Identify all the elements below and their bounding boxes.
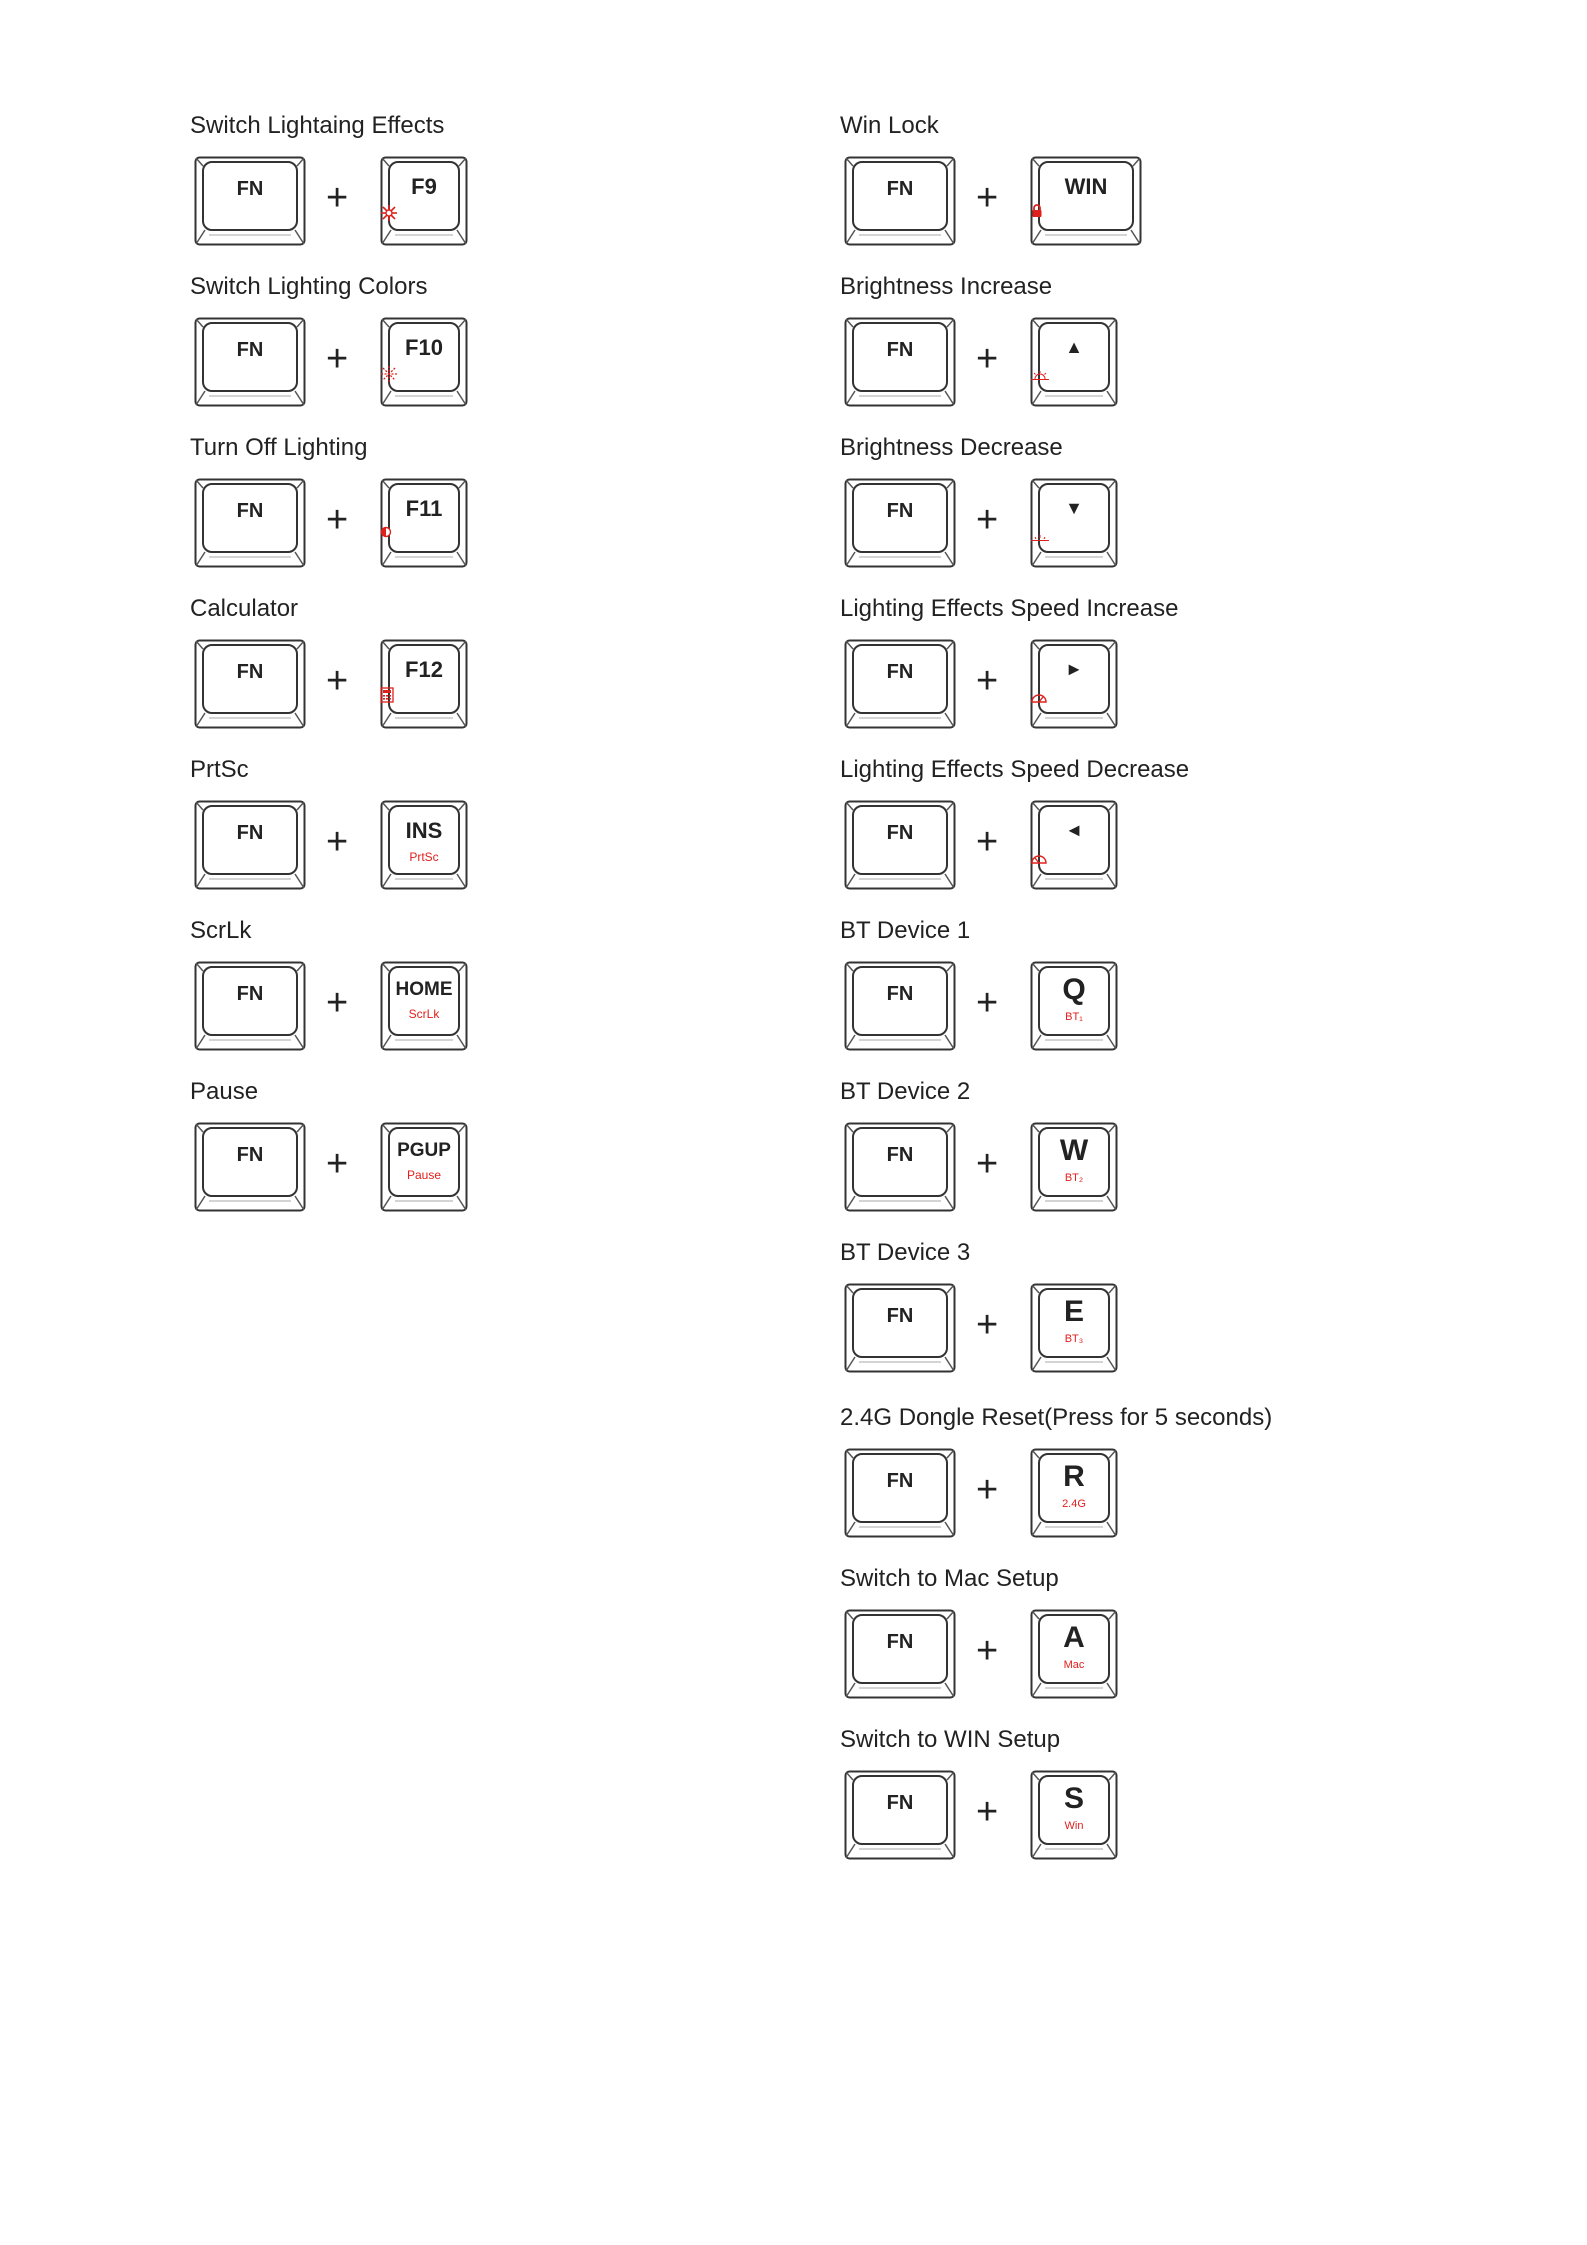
shortcut-title: Turn Off Lighting xyxy=(190,434,368,461)
fn-key-label: FN xyxy=(886,661,914,683)
fn-key xyxy=(194,478,306,568)
fn-key-label: FN xyxy=(236,339,264,361)
fn-key-label: FN xyxy=(886,983,914,1005)
target-key xyxy=(380,478,468,568)
key-sublegend: PrtSc xyxy=(409,850,439,864)
key-legend: R xyxy=(1063,1460,1085,1493)
fn-key-label: FN xyxy=(236,178,264,200)
key-combo xyxy=(844,1283,1144,1373)
fn-key-label: FN xyxy=(886,1631,914,1653)
shortcut-title: Switch Lightaing Effects xyxy=(190,112,445,139)
key-sublegend: BT₁ xyxy=(1065,1011,1083,1023)
plus-sign: + xyxy=(976,1791,999,1833)
shortcut-title: ScrLk xyxy=(190,917,252,944)
fn-key-label: FN xyxy=(886,1792,914,1814)
shortcut-title: BT Device 3 xyxy=(840,1239,971,1266)
fn-key xyxy=(844,1283,956,1373)
key-legend: W xyxy=(1059,1134,1089,1167)
key-combo xyxy=(194,478,494,568)
color-burst-icon xyxy=(380,365,468,383)
key-combo xyxy=(844,1770,1144,1860)
fn-key xyxy=(844,639,956,729)
plus-sign: + xyxy=(976,982,999,1024)
fn-key-label: FN xyxy=(886,1144,914,1166)
target-key xyxy=(1030,317,1118,407)
target-key xyxy=(380,1122,468,1212)
target-key xyxy=(380,639,468,729)
fn-key xyxy=(194,800,306,890)
fn-key-label: FN xyxy=(236,822,264,844)
speed-down-icon xyxy=(1030,854,1118,864)
plus-sign: + xyxy=(326,982,349,1024)
target-key xyxy=(380,961,468,1051)
plus-sign: + xyxy=(976,499,999,541)
key-combo xyxy=(844,478,1144,568)
fn-key-label: FN xyxy=(886,1470,914,1492)
fn-key xyxy=(844,800,956,890)
shortcut-title: Pause xyxy=(190,1078,259,1105)
key-legend: PGUP xyxy=(397,1140,451,1161)
fn-key-label: FN xyxy=(886,339,914,361)
brightness-down-icon xyxy=(1030,532,1118,542)
target-key xyxy=(1030,1448,1118,1538)
key-sublegend: 2.4G xyxy=(1062,1498,1086,1510)
lock-icon xyxy=(1030,204,1142,218)
fn-key xyxy=(844,478,956,568)
key-legend: Q xyxy=(1062,973,1086,1006)
plus-sign: + xyxy=(976,1469,999,1511)
fn-key xyxy=(844,1609,956,1699)
key-legend: F11 xyxy=(405,496,443,521)
plus-sign: + xyxy=(326,821,349,863)
fn-key-label: FN xyxy=(236,983,264,1005)
shortcut-title: Lighting Effects Speed Decrease xyxy=(840,756,1190,783)
key-combo xyxy=(844,1448,1144,1538)
calculator-icon xyxy=(380,687,468,703)
shortcut-title: Switch to Mac Setup xyxy=(840,1565,1059,1592)
target-key xyxy=(1030,961,1118,1051)
plus-sign: + xyxy=(976,1304,999,1346)
key-legend: ◄ xyxy=(1065,820,1083,840)
shortcut-title: 2.4G Dongle Reset(Press for 5 seconds) xyxy=(840,1404,1273,1431)
key-combo xyxy=(194,1122,494,1212)
plus-sign: + xyxy=(326,338,349,380)
fn-key xyxy=(844,961,956,1051)
key-legend: INS xyxy=(405,818,443,843)
key-sublegend: BT₃ xyxy=(1064,1333,1084,1345)
fn-key xyxy=(844,1122,956,1212)
speed-up-icon xyxy=(1030,693,1118,703)
key-legend: F9 xyxy=(411,174,437,199)
half-circle-icon xyxy=(380,526,468,538)
key-combo xyxy=(844,800,1144,890)
fn-key xyxy=(844,1448,956,1538)
target-key xyxy=(1030,800,1118,890)
key-combo xyxy=(844,1122,1144,1212)
fn-key-label: FN xyxy=(236,661,264,683)
key-legend: A xyxy=(1063,1621,1085,1654)
brightness-up-icon xyxy=(1030,371,1118,381)
target-key xyxy=(1030,639,1118,729)
key-legend: WIN xyxy=(1064,174,1108,199)
target-key xyxy=(1030,1283,1118,1373)
shortcut-title: Win Lock xyxy=(840,112,939,139)
key-combo xyxy=(844,156,1144,246)
key-combo xyxy=(844,1609,1144,1699)
key-sublegend: ScrLk xyxy=(408,1007,440,1021)
key-sublegend: BT₂ xyxy=(1064,1172,1084,1184)
key-legend: E xyxy=(1063,1295,1084,1328)
shortcut-title: BT Device 1 xyxy=(840,917,971,944)
fn-key xyxy=(844,1770,956,1860)
shortcut-title: Brightness Increase xyxy=(840,273,1053,300)
target-key xyxy=(1030,156,1142,246)
key-legend: F12 xyxy=(405,657,443,682)
plus-sign: + xyxy=(976,660,999,702)
shortcut-title: Calculator xyxy=(190,595,299,622)
shortcut-title: Lighting Effects Speed Increase xyxy=(840,595,1179,622)
key-combo xyxy=(194,639,494,729)
target-key xyxy=(1030,1770,1118,1860)
sun-burst-icon xyxy=(380,204,468,222)
key-legend: ▼ xyxy=(1065,498,1083,518)
key-legend: HOME xyxy=(395,979,453,1000)
key-combo xyxy=(194,961,494,1051)
target-key xyxy=(1030,1609,1118,1699)
plus-sign: + xyxy=(976,821,999,863)
key-legend: F10 xyxy=(405,335,443,360)
target-key xyxy=(1030,478,1118,568)
key-sublegend: Mac xyxy=(1063,1659,1085,1671)
key-combo xyxy=(194,156,494,246)
shortcut-title: Brightness Decrease xyxy=(840,434,1063,461)
key-combo xyxy=(194,800,494,890)
target-key xyxy=(380,800,468,890)
key-sublegend: Pause xyxy=(406,1168,442,1182)
target-key xyxy=(1030,1122,1118,1212)
plus-sign: + xyxy=(976,1143,999,1185)
fn-key-label: FN xyxy=(886,822,914,844)
fn-key xyxy=(194,317,306,407)
target-key xyxy=(380,156,468,246)
key-legend: ► xyxy=(1065,659,1083,679)
fn-key xyxy=(194,639,306,729)
shortcut-title: PrtSc xyxy=(190,756,249,783)
fn-key-label: FN xyxy=(236,1144,264,1166)
plus-sign: + xyxy=(326,499,349,541)
shortcut-title: Switch to WIN Setup xyxy=(840,1726,1061,1753)
key-sublegend: Win xyxy=(1064,1820,1084,1832)
plus-sign: + xyxy=(326,1143,349,1185)
key-combo xyxy=(844,317,1144,407)
shortcut-title: Switch Lighting Colors xyxy=(190,273,428,300)
plus-sign: + xyxy=(326,660,349,702)
fn-key-label: FN xyxy=(886,178,914,200)
plus-sign: + xyxy=(326,177,349,219)
fn-key xyxy=(844,156,956,246)
fn-key xyxy=(194,961,306,1051)
plus-sign: + xyxy=(976,338,999,380)
fn-key xyxy=(194,156,306,246)
key-legend: S xyxy=(1063,1782,1084,1815)
key-combo xyxy=(844,961,1144,1051)
fn-key-label: FN xyxy=(236,500,264,522)
key-combo xyxy=(844,639,1144,729)
fn-key xyxy=(194,1122,306,1212)
plus-sign: + xyxy=(976,177,999,219)
fn-key-label: FN xyxy=(886,1305,914,1327)
target-key xyxy=(380,317,468,407)
fn-key-label: FN xyxy=(886,500,914,522)
fn-key xyxy=(844,317,956,407)
key-combo xyxy=(194,317,494,407)
key-legend: ▲ xyxy=(1065,337,1083,357)
shortcut-title: BT Device 2 xyxy=(840,1078,971,1105)
plus-sign: + xyxy=(976,1630,999,1672)
